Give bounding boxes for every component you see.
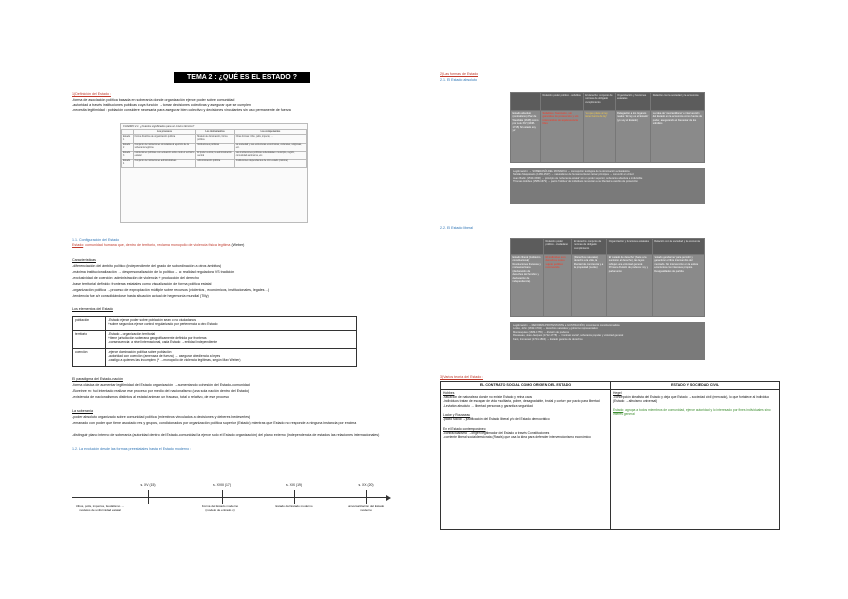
table-row [73, 317, 357, 331]
figure-cell: El poder central, la administración central [196, 151, 235, 159]
soberania-line-0: -poder absoluto organizado sobre comunidad política (miembros vinculados a decisiones y deberes bedeserles) [72, 415, 251, 419]
elemento-line: -Estado ejerce poder sobre población sean o no ciudadanos [108, 317, 196, 322]
hegel-line: -concepción idealista del Estado y deja que Estado →sociedad civil (mercado), lo que fortalece al individuo (Estado →altruismo universal) [613, 395, 770, 404]
timeline-label-15: s. XV (15) [140, 483, 156, 487]
lib-head: Relación con la sociedad y la economía [652, 239, 704, 255]
figure-cell: Conjunto de instituciones vinculadas al ejercicio de la soberanía legítima [133, 143, 196, 151]
lib-head: Relación poder político - ciudadano [544, 239, 572, 255]
contemp-heading: En el Estado contemporáneo [443, 426, 486, 431]
s1-line-1: -autoridad a través instituciones publicas cuya función →tomar decisiones colectivas y asegurar que se cumplen [72, 103, 251, 107]
locke-heading: Locke y Rousseau [443, 413, 471, 418]
elemento-line: -ejerce dominación política sobre población [108, 349, 172, 354]
elemento-key: territorio [73, 331, 106, 349]
elementos-heading: Los elementos del Estado [72, 307, 114, 311]
lib-cell: (Derechos naturales) derecho a la vida, la libertad de conciencia y a la propiedad (Locke) [572, 255, 607, 317]
section-2-heading: 2)Las formas de Estado [440, 72, 479, 76]
figure-cell: Instituciones políticas con actuación sobre todo el territorio estatal [133, 151, 196, 159]
elemento-line: -autoridad con coerción (amenaza de fuerza) → asegurar obediencia a leyes [108, 353, 221, 358]
figure-cell: Estado 4 [122, 159, 134, 167]
figure-cell: Las instituciones políticas subestatales: municipio, región, comunidad autónoma, etc. [234, 151, 306, 159]
abs-cell: La idea de 'mercantilismo' e intervención del Estado en la economía como fuente de poder, asegurando el bienestar de los súbditos [651, 111, 705, 163]
elemento-line: -consecuencia: a nivel internacional, cada Estado →entidad independiente [108, 340, 218, 345]
timeline-tick-19 [294, 490, 295, 504]
table-row [511, 255, 705, 317]
abs-head: Relación con la sociedad y la economía [651, 93, 705, 111]
section-3-heading: 3)Varios teoría del Estado : [440, 375, 484, 379]
section-1-2-heading: 1.2. La evolución desde las formas preestatales hasta el Estado moderno : [72, 447, 192, 451]
liberal-state-legitimation [510, 322, 705, 360]
contract-cell [441, 389, 611, 529]
figure-cell: Forma histórica de organización política [133, 135, 196, 143]
elemento-line: -Estado→organización territorial [108, 331, 156, 336]
section-1-heading: 1)Definición del Estado : [72, 92, 111, 96]
page-title: TEMA 2 : ¿QUÉ ES EL ESTADO ? [174, 72, 310, 83]
elemento-key: población [73, 317, 106, 331]
hegel-heading: Hegel [613, 390, 622, 395]
timeline-arrow-icon [386, 495, 391, 501]
figure-caption: CUADRO 2.1. ¿Cuántos significados para un mismo término? [123, 125, 195, 128]
lib-cell: Estado liberal (Gobierno constitucional) Revoluciones francesa y norteamericana (declaración de derechos del hombre y declaración de independencia) [511, 255, 544, 317]
soberania-line-1: -emanado con poder que tiene asociado res y grupos, condicionados por organización política superior (Estado) mientras que Estado no responde a ninguna instancia por encima [72, 421, 357, 425]
timeline-axis [72, 497, 388, 498]
timeline-label-20: s. XX (20) [358, 483, 374, 487]
table-row [511, 93, 705, 111]
contemp-line: -contractualismo →origen legitimador del Estado a través Constituciones [443, 431, 550, 436]
note-line: Legitimación: → SOBERANÍA DEL MONARCA ↔ concepción teológica de la dominación eclesiástica [513, 169, 630, 173]
hobbes-line: -individuos tratan de escapar de vida «solitaria, pobre, desagradable, brutal y corta» por pacto para libertad [443, 399, 600, 404]
figure-cell: Administración pública [196, 159, 235, 167]
section-2-1-heading: 2.1. El Estado absoluto [440, 78, 477, 82]
paradigma-heading: El paradigma del Estado-nación [72, 377, 123, 381]
hobbes-line: -situación de naturaleza donde no existe Estado y reina caos [443, 395, 533, 400]
abs-cell: Súbditos: Sumisión, sin garantías de protección y sin intercambio de aquiescencia libre [541, 111, 584, 163]
table-row [122, 159, 307, 167]
note-line: Montesquieu (1689-1755) → división de poderes [513, 330, 570, 334]
table-row [73, 349, 357, 367]
figure-head-1: Los procesos [133, 130, 196, 135]
absolute-state-legitimation [510, 168, 705, 204]
figure-cell: Conjunto de instituciones administrativas [133, 159, 196, 167]
abs-cell: 'Lo que place al rey tiene fuerza de ley' [583, 111, 615, 163]
lib-cell: El 'estado de derecho' (hace a la sumisión al derecho), las leyes reflejan una voluntad general. Primera división de poderes: rey y parlamento [607, 255, 652, 317]
absolute-state-table [510, 92, 705, 163]
abs-head: El derecho: conjunto de normas de obligado cumplimiento [583, 93, 615, 111]
civil-society-cell [611, 389, 780, 529]
lib-cell: 'estado gendarme' para permitir y garantizar el libre intercambio del mercado. No intervención en la esfera económica con intereses propios. Desigualdades de partida [652, 255, 704, 317]
figure-table [121, 129, 307, 167]
figure-cell: Estado 1 [122, 135, 134, 143]
caract-line-0: -diferenciación del ámbito político (independiente del grado de subordinación a otros ámbitos) [72, 264, 222, 268]
caract-line-4: -organización política →proceso de expropiación múltiple sobre recursos (violentos , económicos, institucionales, legales…) [72, 288, 270, 292]
note-line: Legitimación → REFORMA PROTESTANTE e ILUSTRACIÓN, movimiento constitucionalista [513, 323, 620, 327]
soberania-heading: La soberanía [72, 409, 93, 413]
lib-head: Organización y funciones estatales [607, 239, 652, 255]
estado-green-definition [613, 408, 777, 417]
timeline-caption-0: tribus, polis, imperios, feudalismo → modelos de uniformidad estatal [75, 504, 125, 512]
figure-head-2: Los instrumentos [196, 130, 235, 135]
note-line: Kant, Immanuel (1724-1804) → Estado garante de derechos [513, 337, 583, 341]
states-definition-figure [120, 123, 308, 223]
figure-head-3: Los componentes [234, 130, 306, 135]
paradigma-line-2: -existencia de nacionalismos distintos al estatal animan un fracaso, total o relativo, de ese proceso [72, 395, 230, 399]
caract-line-2: -exclusividad de coerción: administración de violencia + producción del derecho [72, 276, 199, 280]
s1-line-2: -necesita legitimidad : población considere necesaria para asegurar bien colectivo y decisiones vinculantes sin uso permanente de fuerza [72, 108, 291, 112]
timeline-label-19: s. XIX (19) [285, 483, 303, 487]
timeline-tick-15 [148, 490, 149, 504]
figure-cell: Otras formas: tribu, polis, imperio, … [234, 135, 306, 143]
timeline-tick-20 [366, 490, 367, 504]
elementos-table [72, 316, 357, 367]
lib-head: El derecho: conjunto de normas de obligado cumplimiento [572, 239, 607, 255]
state-theories-table [440, 381, 780, 530]
timeline-tick-17 [222, 490, 223, 504]
abs-cell: Delegación a los órganos reales: 'El rey es el Estado' (yo soy el Estado) [615, 111, 651, 163]
lib-head [511, 239, 544, 255]
note-line: Nicolás Maquiavelo (1469-1527) → naturalismo de humanos llevan reinar príncipes → convertir en virtud [513, 173, 634, 176]
figure-cell: Instituciones dependientes de otro estado (colonia) [234, 159, 306, 167]
abs-head [511, 93, 541, 111]
elemento-desc [106, 331, 357, 349]
hobbes-line: -Leviatán absoluto → libertad personas y garantiza seguridad [443, 403, 533, 408]
note-line: Rousseau, Jean-Jacques (1712-1778) → 'contrato social', soberanía popular y voluntad general [513, 334, 624, 337]
table-row [441, 389, 780, 529]
table-row [511, 111, 705, 163]
estado-definition [72, 243, 427, 248]
estado-green-label: Estado [613, 407, 624, 412]
table-row [441, 382, 780, 390]
figure-cell: Estado 3 [122, 151, 134, 159]
estado-green-text: : agrupa a todos miembros de comunidad, ejerce autoridad y lo interesado por fines individuales sino interés general [613, 407, 771, 417]
elemento-line: +sobre segundos ejerce control regularizado por pertenencia a otro Estado [108, 321, 218, 326]
abs-cell: Estado absoluto (centralismo) Paz de Westfalia (1648) como por Luis XIV (1638-1715) 'El estado soy yo' [511, 111, 541, 163]
elemento-line: -castigo a quienes las incumplen (* →monopolio de violencia legitimas, según Max Weber) [108, 358, 241, 363]
s1-line-0: -forma de asociación política basada en soberanía donde organización ejerce poder sobre comunidad [72, 98, 235, 102]
note-line: Thomas Hobbes (1588-1679) → pacto 'hobbes' de individuos renuncian a su libertad a cambio de protección [513, 180, 638, 183]
table-row [511, 239, 705, 255]
abs-head: Organización y funciones estatales [615, 93, 651, 111]
caract-line-5: -tendencia fue a/r consolidándose hasta situación actual de hegemonía mundial (Tilly) [72, 294, 209, 298]
soberania-line-2: -distinguir plano interno de soberanía (autoridad dentro del Estado-comunidad la ejerce solo el Estado organización) del plano externo (independencia de estados las relaciones internacionales) [72, 433, 380, 437]
caracteristicas-heading: Características [72, 258, 96, 262]
table-row [122, 143, 307, 151]
table-row [73, 331, 357, 349]
caract-line-1: -máxima institucionalización → despersonalización de lo político→ a: realidad reguladora VS tradición [72, 270, 235, 274]
section-2-2-heading: 2.2. El Estado liberal [440, 226, 473, 230]
abs-head: Relación poder político - súbditos [541, 93, 584, 111]
section-1-1-heading: 1.1. Configuración del Estado [72, 238, 120, 242]
liberal-state-table [510, 238, 705, 317]
elemento-desc [106, 317, 357, 331]
figure-cell: Modelo de dominación, forma política [196, 135, 235, 143]
note-line: Jean Bodin (1530-1596) → principio de 'soberanía estatal' sin un poder superior, soberanía absoluta e indivisible [513, 176, 643, 180]
contemp-line: -corriente liberal socialdemócrata (Rawls) que usa la idea para defender intervencionismo económico [443, 435, 591, 440]
paradigma-line-0: -forma clásica de aumentar legitimidad del Estado organización →aumentando cohesión del Estado-comunidad [72, 383, 250, 387]
figure-cell: Estado 2 [122, 143, 134, 151]
timeline-label-17: s. XVIII (17) [213, 483, 231, 487]
paradigma-line-1: -Boreinre m: hui intentado realizar ese proceso por medio del nacionalismo (una sola nación dentro del Estado) [72, 389, 250, 393]
timeline-caption-2: Estado del Estado moderno [275, 504, 313, 508]
elemento-desc [106, 349, 357, 367]
locke-line: -pacto social →justificación del Estado liberal y/o del Estado democrático [443, 417, 550, 422]
civil-society-header: ESTADO Y SOCIEDAD CIVIL [611, 382, 780, 390]
elemento-key: coerción [73, 349, 106, 367]
table-row [122, 135, 307, 143]
figure-cell: Instituciones políticas [196, 143, 235, 151]
weber-ref: (Weber) [231, 243, 245, 247]
caract-line-3: -base territorial definido: fronteras estatales como visualización de forma política estatal [72, 282, 212, 286]
contract-header: EL CONTRATO SOCIAL COMO ORIGEN DEL ESTADO [441, 382, 611, 390]
table-row [122, 151, 307, 159]
estado-label: Estado [72, 243, 84, 247]
figure-cell: La sociedad y sus estructuras económicas, culturales, religiosas, etc. [234, 143, 306, 151]
estado-definition-text: : comunidad humana que, dentro de territorio, reclama monopolio de violencia física legítima [83, 243, 231, 247]
lib-cell: El individuo con derechos como sujeto político reconocido [544, 255, 572, 317]
elemento-line: +tiene jurisdicción soberana geográficamente definida por fronteras [108, 335, 207, 340]
note-line: Locke, John (1632-1704) → derechos naturales y gobierno representativo [513, 327, 598, 330]
timeline-caption-1: Forma del Estado moderno (modelo de entrado x) [201, 504, 239, 512]
timeline-caption-3: universalización del Estado moderno [347, 504, 385, 512]
hobbes-heading: Hobbes [443, 390, 455, 395]
